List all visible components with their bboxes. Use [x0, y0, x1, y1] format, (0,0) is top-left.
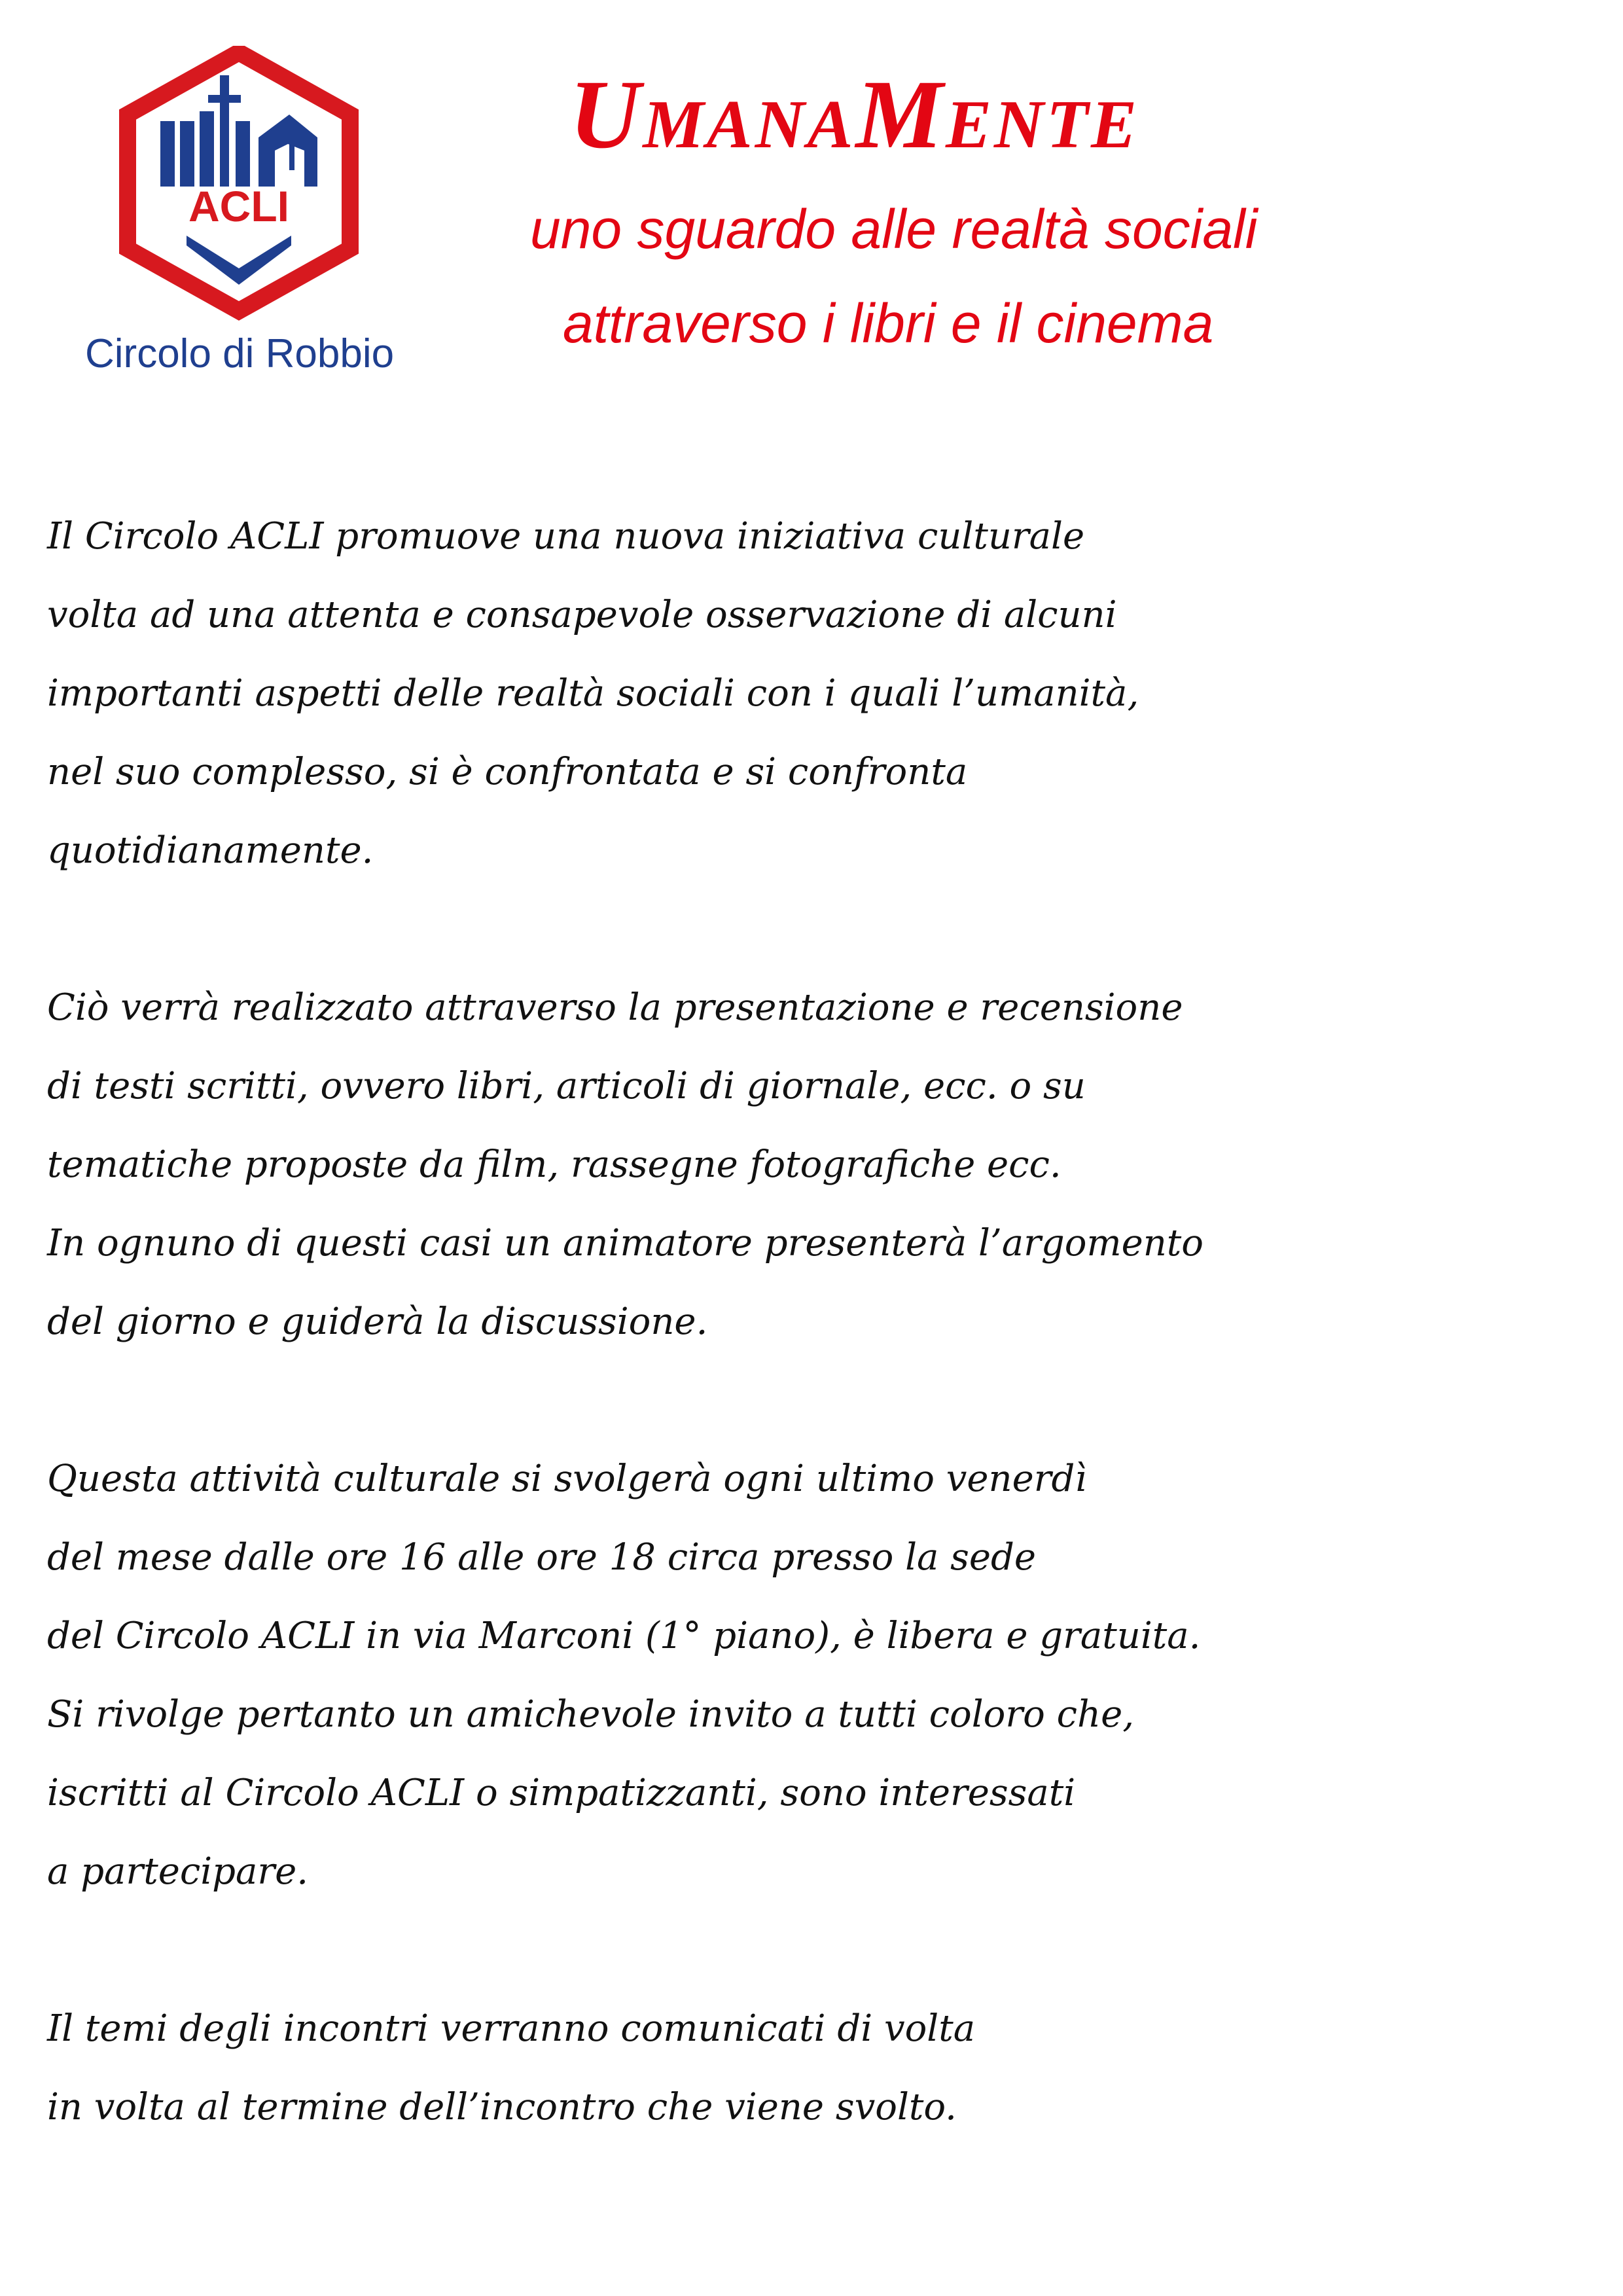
text-line: del Circolo ACLI in via Marconi (1° piano), è libera e gratuita. — [47, 1615, 1201, 1657]
page-title: UmanaMente — [569, 60, 1139, 169]
paragraph — [47, 1440, 1578, 1911]
paragraph — [47, 497, 1578, 890]
text-line: in volta al termine dell’incontro che viene svolto. — [47, 2086, 957, 2128]
text-line: Il Circolo ACLI promuove una nuova iniziativa culturale — [47, 515, 1085, 558]
subtitle-line-2: attraverso i libri e il cinema — [563, 293, 1214, 354]
text-line: quotidianamente. — [47, 829, 374, 872]
text-line: del mese dalle ore 16 alle ore 18 circa presso la sede — [47, 1536, 1037, 1579]
text-line: del giorno e guiderà la discussione. — [47, 1300, 708, 1343]
text-line: Il temi degli incontri verranno comunicati di volta — [47, 2007, 976, 2050]
paragraph-gap — [47, 1911, 1578, 1990]
text-line: volta ad una attenta e consapevole osservazione di alcuni — [47, 594, 1117, 636]
text-line: a partecipare. — [47, 1850, 309, 1893]
text-line: tematiche proposte da film, rassegne fotografiche ecc. — [47, 1143, 1061, 1186]
acli-logo — [85, 46, 393, 393]
text-line: importanti aspetti delle realtà sociali con i quali l’umanità, — [47, 672, 1139, 715]
text-line: Ciò verrà realizzato attraverso la presentazione e recensione — [47, 986, 1183, 1029]
emblem-text: ACLI — [188, 182, 289, 230]
text-line: iscritti al Circolo ACLI o simpatizzanti, sono interessati — [47, 1772, 1076, 1814]
subtitle-line-1: uno sguardo alle realtà sociali — [530, 198, 1258, 260]
logo-caption: Circolo di Robbio — [85, 331, 395, 376]
text-line: Si rivolge pertanto un amichevole invito a tutti coloro che, — [47, 1693, 1135, 1736]
text-line: In ognuno di questi casi un animatore presenterà l’argomento — [47, 1222, 1204, 1265]
text-line: di testi scritti, ovvero libri, articoli di giornale, ecc. o su — [47, 1065, 1086, 1107]
text-line: nel suo complesso, si è confrontata e si confronta — [47, 751, 968, 793]
paragraph-gap — [47, 890, 1578, 969]
paragraph-gap — [47, 1361, 1578, 1440]
text-line: Questa attività culturale si svolgerà ogni ultimo venerdì — [47, 1458, 1087, 1500]
paragraph — [47, 969, 1578, 1361]
acli-emblem-icon — [118, 46, 360, 321]
announcement-body — [47, 497, 1578, 2147]
paragraph — [47, 1990, 1578, 2147]
